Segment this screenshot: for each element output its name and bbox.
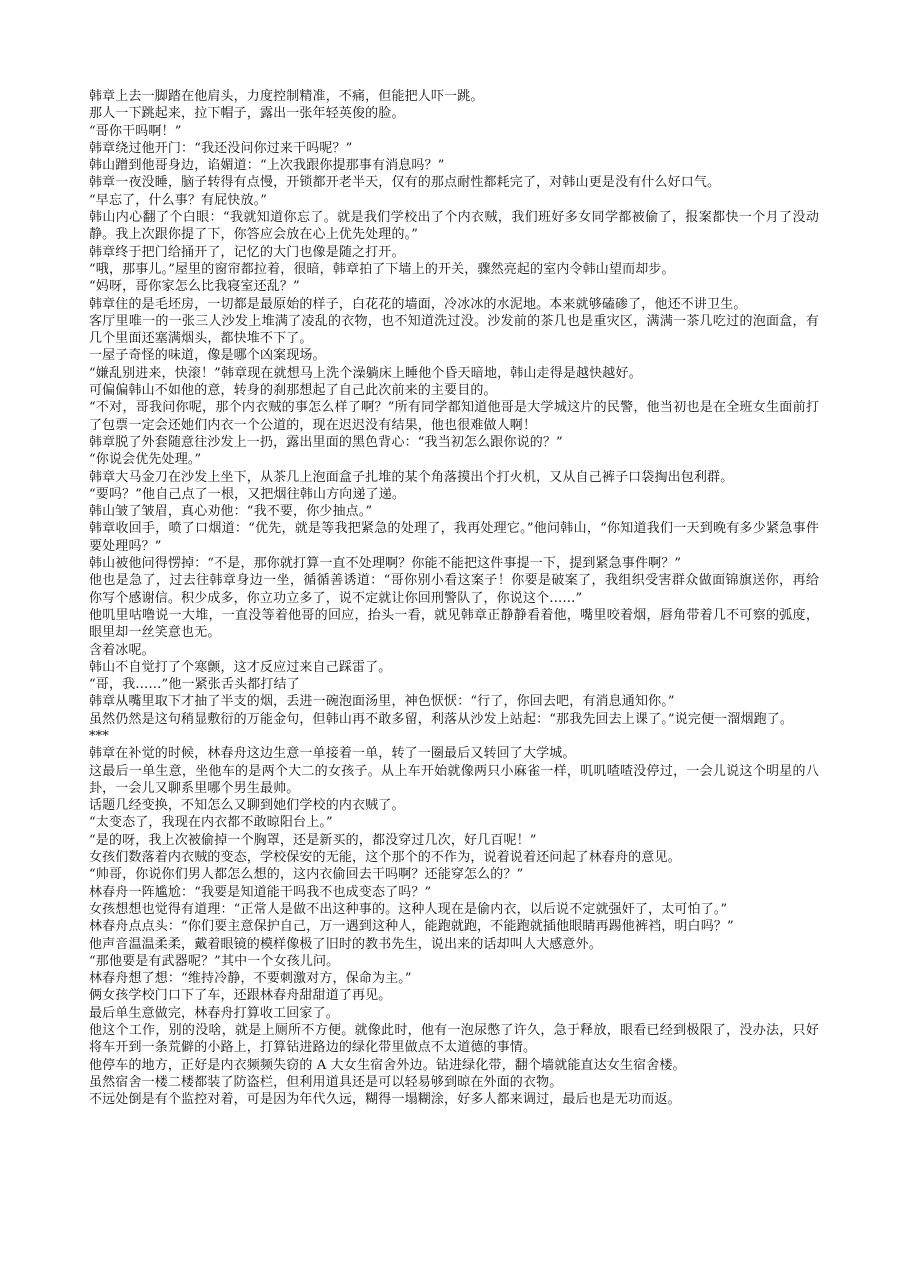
paragraph: “帅哥，你说你们男人都怎么想的，这内衣偷回去干吗啊？还能穿怎么的？”	[89, 867, 524, 883]
paragraph: 韩山蹭到他哥身边，谄媚道：“上次我跟你提那事有消息吗？”	[89, 158, 445, 174]
paragraph: “你说会优先处理。”	[89, 452, 202, 468]
paragraph: “哦，那事儿。”屋里的窗帘都拉着，很暗，韩章拍了下墙上的开关，骤然亮起的室内令韩山望而却步。	[89, 261, 675, 277]
paragraph: 女孩想想也觉得有道理：“正常人是做不出这种事的。这种人现在是偷内衣，以后说不定就强奸了，太可怕了。”	[89, 901, 728, 917]
paragraph: 韩章收回手，喷了口烟道：“优先，就是等我把紧急的处理了，我再处理它。”他问韩山，“你知道我们一天到晚有多少紧急事件要处理吗？”	[89, 521, 819, 554]
paragraph: “不对，哥我问你呢，那个内衣贼的事怎么样了啊？”所有同学都知道他哥是大学城这片的民警，他当初也是在全班女生面前打了包票一定会还她们内衣一个公道的，现在迟迟没有结果，他也很难做人啊！	[89, 400, 819, 433]
paragraph: “是的呀，我上次被偷掉一个胸罩，还是新买的，都没穿过几次，好几百呢！”	[89, 832, 537, 848]
paragraph: 韩章绕过他开门：“我还没问你过来干吗呢？”	[89, 140, 353, 156]
paragraph: 不远处倒是有个监控对着，可是因为年代久远，糊得一塌糊涂，好多人都来调过，最后也是无功而返。	[89, 1092, 681, 1108]
paragraph: 女孩们数落着内衣贼的变态，学校保安的无能，这个那个的不作为，说着说着还问起了林春舟的意见。	[89, 850, 681, 866]
paragraph: 含着冰呢。	[89, 642, 155, 658]
paragraph: 那人一下跳起来，拉下帽子，露出一张年轻英俊的脸。	[89, 106, 405, 122]
paragraph: “那他要是有武器呢？”其中一个女孩儿问。	[89, 953, 340, 969]
paragraph: “哥，我……”他一紧张舌头都打结了	[89, 677, 300, 693]
paragraph: 韩章终于把门给捅开了，记忆的大门也像是随之打开。	[89, 244, 405, 260]
paragraph: 韩章在补觉的时候，林春舟这边生意一单接着一单，转了一圈最后又转回了大学城。	[89, 746, 576, 762]
paragraph: 虽然宿舍一楼二楼都装了防盗栏，但利用道具还是可以轻易够到晾在外面的衣物。	[89, 1074, 563, 1090]
paragraph: “嫌乱别进来，快滚！”韩章现在就想马上洗个澡躺床上睡他个昏天暗地，韩山走得是越快越好。	[89, 365, 642, 381]
paragraph: 韩章一夜没睡，脑子转得有点慢，开锁都开老半天，仅有的那点耐性都耗完了，对韩山更是没有什么好口气。	[89, 175, 721, 191]
paragraph: 虽然仍然是这句稍显敷衍的万能金句，但韩山再不敢多留，利落从沙发上站起：“那我先回去上课了。”说完便一溜烟跑了。	[89, 711, 794, 727]
paragraph: 林春舟一阵尴尬：“我要是知道能干吗我不也成变态了吗？”	[89, 884, 432, 900]
document-page	[89, 88, 819, 1109]
paragraph: “要吗？”他自己点了一根，又把烟往韩山方向递了递。	[89, 486, 406, 502]
paragraph: 可偏偏韩山不如他的意，转身的刹那想起了自己此次前来的主要目的。	[89, 383, 497, 399]
paragraph: 韩山不自觉打了个寒颤，这才反应过来自己踩雷了。	[89, 659, 392, 675]
paragraph: 韩章住的是毛坯房，一切都是最原始的样子，白花花的墙面，冷冰冰的水泥地。本来就够磕碜了，他还不讲卫生。	[89, 296, 747, 312]
paragraph: 韩章上去一脚踏在他肩头，力度控制精准，不痛，但能把人吓一跳。	[89, 89, 484, 104]
paragraph: 林春舟想了想：“维持冷静，不要刺激对方，保命为主。”	[89, 971, 412, 987]
paragraph: “太变态了，我现在内衣都不敢晾阳台上。”	[89, 815, 333, 831]
paragraph: 他也是急了，过去往韩章身边一坐，循循善诱道：“哥你别小看这案子！你要是破案了，我组织受害群众做面锦旗送你，再给你写个感谢信。积少成多，你立功立多了，说不定就让你回刑警队了，你说这个……”	[89, 573, 819, 606]
paragraph: 话题几经变换，不知怎么又聊到她们学校的内衣贼了。	[89, 798, 405, 814]
paragraph: 他声音温温柔柔，戴着眼镜的模样像极了旧时的教书先生，说出来的话却叫人大感意外。	[89, 936, 602, 952]
paragraph: “早忘了，什么事？有屁快放。”	[89, 192, 268, 208]
paragraph: 韩章从嘴里取下才抽了半支的烟，丢进一碗泡面汤里，神色恹恹：“行了，你回去吧，有消息通知你。”	[89, 694, 675, 710]
paragraph: 客厅里唯一的一张三人沙发上堆满了凌乱的衣物，也不知道洗过没。沙发前的茶几也是重灾区，满满一茶几吃过的泡面盒，有几个里面还塞满烟头，都快堆不下了。	[89, 313, 819, 347]
paragraph: 韩山内心翻了个白眼：“我就知道你忘了。就是我们学校出了个内衣贼，我们班好多女同学都被偷了，报案都快一个月了没动静。我上次跟你提了下，你答应会放在心上优先处理的。”	[89, 210, 819, 243]
paragraph: 韩章脱了外套随意往沙发上一扔，露出里面的黑色背心：“我当初怎么跟你说的？”	[89, 434, 563, 450]
paragraph: 俩女孩学校门口下了车，还跟林春舟甜甜道了再见。	[89, 988, 392, 1004]
paragraph: 韩章大马金刀在沙发上坐下，从茶几上泡面盒子扎堆的某个角落摸出个打火机，又从自己裤子口袋掏出包利群。	[89, 469, 734, 485]
paragraph: 他停车的地方，正好是内衣频频失窃的 A 大女生宿舍外边。钻进绿化带，翻个墙就能直达女生宿舍楼。	[89, 1057, 686, 1073]
paragraph: 这最后一单生意，坐他车的是两个大二的女孩子。从上车开始就像两只小麻雀一样，叽叽喳喳没停过，一会儿说这个明星的八卦，一会儿又聊系里哪个男生最帅。	[89, 763, 819, 796]
paragraph: 最后单生意做完，林春舟打算收工回家了。	[89, 1005, 339, 1021]
paragraph: 韩山皱了皱眉，真心劝他：“我不要，你少抽点。”	[89, 504, 373, 520]
paragraph: 林春舟点点头：“你们要主意保护自己，万一遇到这种人，能跑就跑，不能跑就插他眼睛再踢他裤裆，明白吗？”	[89, 919, 734, 935]
paragraph: 他这个工作，别的没啥，就是上厕所不方便。就像此时，他有一泡尿憋了许久，急于释放，眼看已经到极限了，没办法，只好将车开到一条荒僻的小路上，打算钻进路边的绿化带里做点不太道德的事情。	[89, 1023, 819, 1056]
paragraph: “妈呀，哥你家怎么比我寝室还乱？”	[89, 279, 300, 295]
paragraph: 韩山被他问得愣掉：“不是，那你就打算一直不处理啊？你能不能把这件事提一下，提到紧急事件啊？”	[89, 556, 682, 572]
paragraph: 一屋子奇怪的味道，像是哪个凶案现场。	[89, 348, 326, 364]
paragraph: 他叽里咕噜说一大堆，一直没等着他哥的回应，抬头一看，就见韩章正静静看着他，嘴里咬着烟，唇角带着几不可察的弧度，眼里却一丝笑意也无。	[89, 607, 819, 641]
paragraph: “哥你干吗啊！”	[89, 123, 182, 139]
section-divider: ***	[89, 728, 109, 744]
